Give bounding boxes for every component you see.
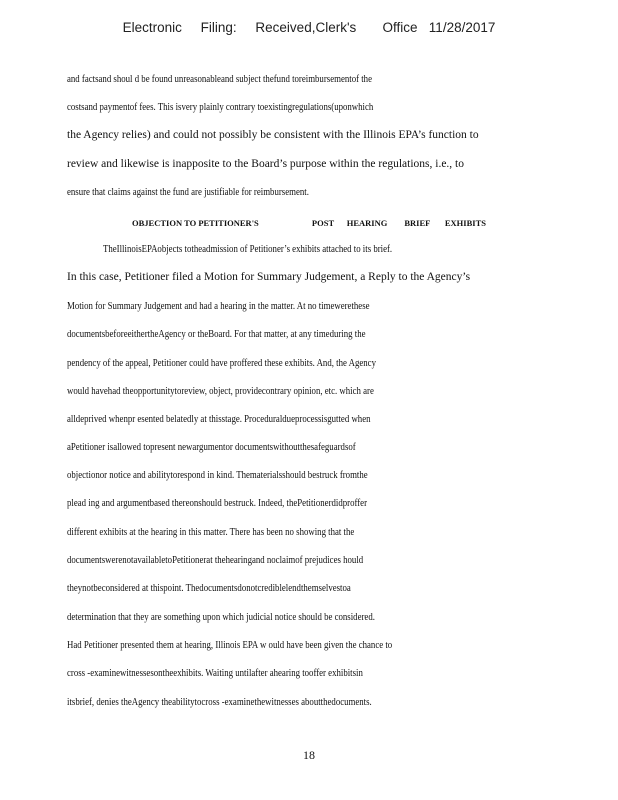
- body-line: documentswerenotavailabletoPetitionerat thehearingand noclaimof prejudices hould: [67, 555, 364, 566]
- body-line: theynotbeconsidered at thispoint. Thedocumentsdonotcrediblelendthemselvestoa: [67, 583, 351, 594]
- body-line: In this case, Petitioner filed a Motion for Summary Judgement, a Reply to the Agency’s: [67, 271, 471, 283]
- body-line: the Agency relies) and could not possibly be consistent with the Illinois EPA’s function to: [67, 129, 479, 141]
- body-line: Had Petitioner presented them at hearing, Illinois EPA w ould have been given the chance to: [67, 640, 393, 651]
- body-line: and factsand shoul d be found unreasonableand subject thefund toreimbursementof the: [67, 74, 372, 85]
- body-line: review and likewise is inapposite to the Board’s purpose within the regulations, i.e., to: [67, 158, 464, 170]
- body-line: cross -examinewitnessesontheexhibits. Waiting untilafter ahearing tooffer exhibitsin: [67, 668, 363, 679]
- body-line: TheIllinoisEPAobjects totheadmission of Petitioner’s exhibits attached to its brief.: [103, 244, 393, 255]
- page-number: 18: [303, 748, 315, 762]
- section-heading: OBJECTION TO PETITIONER'S POST HEARING BRIEF EXHIBITS: [132, 218, 486, 228]
- body-line: would havehad theopportunitytoreview, object, providecontrary opinion, etc. which are: [67, 386, 374, 397]
- body-line: alldeprived whenpr esented belatedly at thisstage. Proceduraldueprocessisgutted when: [67, 414, 371, 425]
- body-line: different exhibits at the hearing in this matter. There has been no showing that the: [67, 527, 355, 538]
- filing-header: Electronic Filing: Received,Clerk's Office 11/28/2017: [122, 20, 496, 35]
- body-line: Motion for Summary Judgement and had a hearing in the matter. At no timewerethese: [67, 301, 370, 312]
- body-line: plead ing and argumentbased thereonshould bestruck. Indeed, thePetitionerdidproffer: [67, 498, 368, 509]
- body-line: aPetitioner isallowed topresent newargumentor documentswithoutthesafeguardsof: [67, 442, 356, 453]
- body-line: objectionor notice and abilitytorespond in kind. Thematerialsshould bestruck fromthe: [67, 470, 368, 481]
- body-line: documentsbeforeeithertheAgency or theBoard. For that matter, at any timeduring the: [67, 329, 366, 340]
- body-line: pendency of the appeal, Petitioner could have proffered these exhibits. And, the Agency: [67, 358, 376, 369]
- body-line: ensure that claims against the fund are justifiable for reimbursement.: [67, 187, 309, 198]
- body-line: itsbrief, denies theAgency theabilitytocross -examinethewitnesses aboutthedocuments.: [67, 697, 372, 708]
- body-line: determination that they are something upon which judicial notice should be considered.: [67, 612, 375, 623]
- body-line: costsand paymentof fees. This isvery plainly contrary toexistingregulations(uponwhich: [67, 102, 374, 113]
